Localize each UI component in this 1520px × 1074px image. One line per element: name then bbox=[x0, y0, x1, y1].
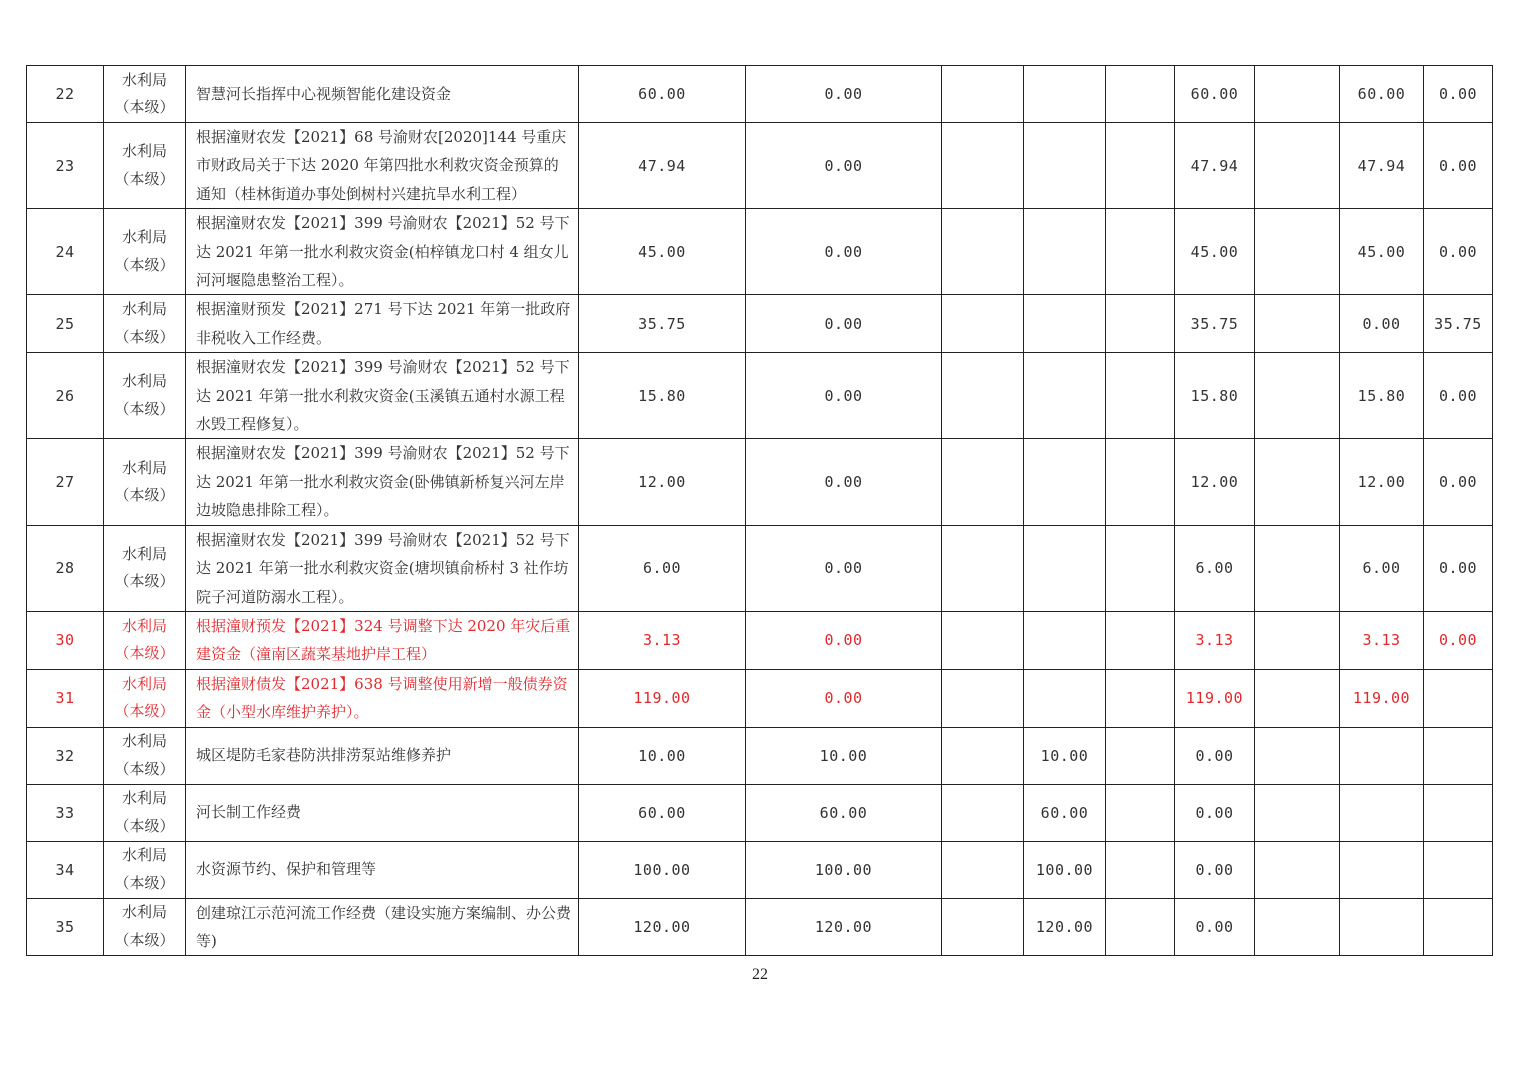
department-name: 水利局 bbox=[121, 228, 167, 247]
department-level: （本级） bbox=[114, 399, 175, 418]
amount-cell: 10.00 bbox=[746, 727, 942, 784]
amount-cell: 45.00 bbox=[1175, 209, 1255, 295]
department-cell bbox=[104, 727, 186, 784]
amount-cell bbox=[1424, 669, 1493, 727]
department-level: （本级） bbox=[114, 169, 175, 188]
department-cell bbox=[104, 439, 186, 525]
amount-cell: 6.00 bbox=[1175, 525, 1255, 611]
department-name: 水利局 bbox=[121, 372, 167, 391]
table-row bbox=[27, 841, 1493, 898]
amount-cell bbox=[1424, 727, 1493, 784]
amount-cell bbox=[942, 784, 1024, 841]
amount-cell: 100.00 bbox=[1024, 841, 1106, 898]
table-row bbox=[27, 123, 1493, 209]
amount-cell: 15.80 bbox=[1175, 353, 1255, 439]
department-level: （本级） bbox=[114, 702, 175, 721]
description-cell: 根据潼财农发【2021】399 号渝财农【2021】52 号下达 2021 年第一批水利救灾资金(柏梓镇龙口村 4 组女儿河河堰隐患整治工程）。 bbox=[186, 209, 579, 295]
description-cell: 根据潼财债发【2021】638 号调整使用新增一般债券资金（小型水库维护养护）。 bbox=[186, 669, 579, 727]
amount-cell bbox=[942, 611, 1024, 669]
amount-cell bbox=[1340, 784, 1424, 841]
amount-cell bbox=[1340, 727, 1424, 784]
amount-cell bbox=[1024, 295, 1106, 353]
amount-cell: 35.75 bbox=[1424, 295, 1493, 353]
amount-cell bbox=[1424, 898, 1493, 956]
amount-cell: 3.13 bbox=[579, 611, 746, 669]
amount-cell: 35.75 bbox=[579, 295, 746, 353]
amount-cell: 12.00 bbox=[579, 439, 746, 525]
amount-cell: 0.00 bbox=[746, 525, 942, 611]
amount-cell: 60.00 bbox=[1340, 66, 1424, 123]
amount-cell: 0.00 bbox=[1424, 611, 1493, 669]
description-cell: 根据潼财预发【2021】324 号调整下达 2020 年灾后重建资金（潼南区蔬菜基地护岸工程） bbox=[186, 611, 579, 669]
description-cell: 水资源节约、保护和管理等 bbox=[186, 841, 579, 898]
amount-cell: 0.00 bbox=[746, 295, 942, 353]
department-cell bbox=[104, 784, 186, 841]
amount-cell: 100.00 bbox=[746, 841, 942, 898]
department-name: 水利局 bbox=[121, 846, 167, 865]
row-number-cell: 34 bbox=[27, 841, 104, 898]
amount-cell: 6.00 bbox=[1340, 525, 1424, 611]
amount-cell: 0.00 bbox=[746, 353, 942, 439]
amount-cell: 0.00 bbox=[746, 439, 942, 525]
amount-cell: 119.00 bbox=[1340, 669, 1424, 727]
amount-cell bbox=[1024, 66, 1106, 123]
amount-cell: 45.00 bbox=[1340, 209, 1424, 295]
department-cell bbox=[104, 525, 186, 611]
description-cell: 创建琼江示范河流工作经费（建设实施方案编制、办公费等) bbox=[186, 898, 579, 956]
description-cell: 城区堤防毛家巷防洪排涝泵站维修养护 bbox=[186, 727, 579, 784]
department-cell bbox=[104, 66, 186, 123]
amount-cell: 0.00 bbox=[1424, 66, 1493, 123]
amount-cell bbox=[1106, 353, 1175, 439]
amount-cell: 60.00 bbox=[1024, 784, 1106, 841]
description-cell: 根据潼财农发【2021】399 号渝财农【2021】52 号下达 2021 年第一批水利救灾资金(玉溪镇五通村水源工程水毁工程修复）。 bbox=[186, 353, 579, 439]
table-row bbox=[27, 295, 1493, 353]
amount-cell: 60.00 bbox=[579, 66, 746, 123]
amount-cell: 120.00 bbox=[746, 898, 942, 956]
amount-cell: 47.94 bbox=[579, 123, 746, 209]
table-row bbox=[27, 669, 1493, 727]
amount-cell bbox=[942, 295, 1024, 353]
amount-cell: 0.00 bbox=[1175, 841, 1255, 898]
department-name: 水利局 bbox=[121, 674, 167, 693]
description-cell: 河长制工作经费 bbox=[186, 784, 579, 841]
amount-cell bbox=[1255, 611, 1340, 669]
amount-cell: 12.00 bbox=[1340, 439, 1424, 525]
amount-cell bbox=[1024, 669, 1106, 727]
amount-cell bbox=[1255, 66, 1340, 123]
amount-cell: 0.00 bbox=[1340, 295, 1424, 353]
amount-cell bbox=[1106, 898, 1175, 956]
amount-cell: 119.00 bbox=[1175, 669, 1255, 727]
department-name: 水利局 bbox=[121, 616, 167, 635]
department-name: 水利局 bbox=[121, 458, 167, 477]
amount-cell bbox=[1106, 439, 1175, 525]
amount-cell: 35.75 bbox=[1175, 295, 1255, 353]
department-name: 水利局 bbox=[121, 300, 167, 319]
amount-cell bbox=[1255, 898, 1340, 956]
amount-cell: 47.94 bbox=[1175, 123, 1255, 209]
amount-cell bbox=[1106, 669, 1175, 727]
amount-cell bbox=[1024, 353, 1106, 439]
amount-cell: 0.00 bbox=[1424, 525, 1493, 611]
amount-cell bbox=[1024, 123, 1106, 209]
amount-cell: 3.13 bbox=[1175, 611, 1255, 669]
amount-cell bbox=[942, 353, 1024, 439]
amount-cell: 0.00 bbox=[746, 123, 942, 209]
amount-cell bbox=[1255, 295, 1340, 353]
row-number-cell: 23 bbox=[27, 123, 104, 209]
amount-cell: 60.00 bbox=[1175, 66, 1255, 123]
department-name: 水利局 bbox=[121, 732, 167, 751]
table-row bbox=[27, 611, 1493, 669]
amount-cell bbox=[1255, 784, 1340, 841]
amount-cell: 0.00 bbox=[746, 209, 942, 295]
department-name: 水利局 bbox=[121, 903, 167, 922]
department-cell bbox=[104, 295, 186, 353]
amount-cell: 45.00 bbox=[579, 209, 746, 295]
description-cell: 智慧河长指挥中心视频智能化建设资金 bbox=[186, 66, 579, 123]
department-level: （本级） bbox=[114, 873, 175, 892]
department-name: 水利局 bbox=[121, 70, 167, 89]
table-row bbox=[27, 209, 1493, 295]
amount-cell: 120.00 bbox=[1024, 898, 1106, 956]
department-level: （本级） bbox=[114, 644, 175, 663]
amount-cell bbox=[1255, 727, 1340, 784]
row-number-cell: 31 bbox=[27, 669, 104, 727]
amount-cell bbox=[1255, 669, 1340, 727]
department-cell bbox=[104, 353, 186, 439]
amount-cell bbox=[1024, 525, 1106, 611]
amount-cell bbox=[942, 525, 1024, 611]
amount-cell: 0.00 bbox=[746, 66, 942, 123]
table-row bbox=[27, 525, 1493, 611]
amount-cell bbox=[1424, 841, 1493, 898]
budget-table bbox=[26, 65, 1493, 956]
department-level: （本级） bbox=[114, 327, 175, 346]
amount-cell: 100.00 bbox=[579, 841, 746, 898]
department-cell bbox=[104, 841, 186, 898]
department-level: （本级） bbox=[114, 255, 175, 274]
amount-cell: 0.00 bbox=[1175, 898, 1255, 956]
amount-cell: 0.00 bbox=[1424, 353, 1493, 439]
amount-cell bbox=[1024, 209, 1106, 295]
row-number-cell: 22 bbox=[27, 66, 104, 123]
amount-cell bbox=[1340, 841, 1424, 898]
department-level: （本级） bbox=[114, 98, 175, 116]
table-row bbox=[27, 439, 1493, 525]
amount-cell: 60.00 bbox=[746, 784, 942, 841]
department-level: （本级） bbox=[114, 759, 175, 778]
amount-cell: 0.00 bbox=[746, 611, 942, 669]
amount-cell: 120.00 bbox=[579, 898, 746, 956]
table-row bbox=[27, 353, 1493, 439]
table-row bbox=[27, 727, 1493, 784]
amount-cell bbox=[1255, 841, 1340, 898]
amount-cell bbox=[1106, 66, 1175, 123]
department-name: 水利局 bbox=[121, 142, 167, 161]
amount-cell: 12.00 bbox=[1175, 439, 1255, 525]
department-cell bbox=[104, 898, 186, 956]
amount-cell: 0.00 bbox=[1175, 784, 1255, 841]
amount-cell bbox=[942, 841, 1024, 898]
table-row bbox=[27, 784, 1493, 841]
amount-cell: 10.00 bbox=[1024, 727, 1106, 784]
amount-cell bbox=[1106, 525, 1175, 611]
amount-cell bbox=[1106, 123, 1175, 209]
amount-cell bbox=[1340, 898, 1424, 956]
amount-cell bbox=[942, 209, 1024, 295]
amount-cell bbox=[942, 123, 1024, 209]
row-number-cell: 25 bbox=[27, 295, 104, 353]
amount-cell: 0.00 bbox=[1424, 123, 1493, 209]
department-cell bbox=[104, 611, 186, 669]
amount-cell: 47.94 bbox=[1340, 123, 1424, 209]
department-cell bbox=[104, 123, 186, 209]
amount-cell bbox=[1255, 525, 1340, 611]
amount-cell bbox=[1024, 611, 1106, 669]
amount-cell bbox=[1106, 841, 1175, 898]
department-level: （本级） bbox=[114, 572, 175, 591]
amount-cell bbox=[1255, 123, 1340, 209]
amount-cell: 3.13 bbox=[1340, 611, 1424, 669]
page-number: 22 bbox=[752, 966, 768, 983]
amount-cell bbox=[942, 669, 1024, 727]
amount-cell bbox=[1255, 353, 1340, 439]
amount-cell bbox=[1106, 295, 1175, 353]
table-row bbox=[27, 66, 1493, 123]
amount-cell: 10.00 bbox=[579, 727, 746, 784]
row-number-cell: 24 bbox=[27, 209, 104, 295]
row-number-cell: 26 bbox=[27, 353, 104, 439]
amount-cell bbox=[1255, 439, 1340, 525]
amount-cell bbox=[1106, 209, 1175, 295]
department-level: （本级） bbox=[114, 930, 175, 949]
department-cell bbox=[104, 209, 186, 295]
amount-cell: 15.80 bbox=[579, 353, 746, 439]
amount-cell: 60.00 bbox=[579, 784, 746, 841]
department-name: 水利局 bbox=[121, 789, 167, 808]
amount-cell: 0.00 bbox=[746, 669, 942, 727]
amount-cell bbox=[1255, 209, 1340, 295]
amount-cell bbox=[1106, 611, 1175, 669]
amount-cell: 0.00 bbox=[1175, 727, 1255, 784]
row-number-cell: 27 bbox=[27, 439, 104, 525]
row-number-cell: 35 bbox=[27, 898, 104, 956]
amount-cell bbox=[1424, 784, 1493, 841]
amount-cell bbox=[1106, 727, 1175, 784]
amount-cell: 0.00 bbox=[1424, 209, 1493, 295]
amount-cell: 6.00 bbox=[579, 525, 746, 611]
row-number-cell: 33 bbox=[27, 784, 104, 841]
department-cell bbox=[104, 669, 186, 727]
amount-cell bbox=[942, 439, 1024, 525]
description-cell: 根据潼财预发【2021】271 号下达 2021 年第一批政府非税收入工作经费。 bbox=[186, 295, 579, 353]
department-name: 水利局 bbox=[121, 544, 167, 563]
description-cell: 根据潼财农发【2021】399 号渝财农【2021】52 号下达 2021 年第一批水利救灾资金(卧佛镇新桥复兴河左岸边坡隐患排除工程）。 bbox=[186, 439, 579, 525]
amount-cell: 0.00 bbox=[1424, 439, 1493, 525]
department-level: （本级） bbox=[114, 816, 175, 835]
amount-cell: 15.80 bbox=[1340, 353, 1424, 439]
table-row bbox=[27, 898, 1493, 956]
amount-cell bbox=[942, 727, 1024, 784]
description-cell: 根据潼财农发【2021】68 号渝财农[2020]144 号重庆市财政局关于下达 2020 年第四批水利救灾资金预算的通知（桂林街道办事处倒树村兴建抗旱水利工程） bbox=[186, 123, 579, 209]
row-number-cell: 28 bbox=[27, 525, 104, 611]
description-cell: 根据潼财农发【2021】399 号渝财农【2021】52 号下达 2021 年第一批水利救灾资金(塘坝镇俞桥村 3 社作坊院子河道防溺水工程）。 bbox=[186, 525, 579, 611]
amount-cell bbox=[942, 898, 1024, 956]
amount-cell bbox=[1106, 784, 1175, 841]
amount-cell bbox=[942, 66, 1024, 123]
amount-cell bbox=[1024, 439, 1106, 525]
row-number-cell: 32 bbox=[27, 727, 104, 784]
row-number-cell: 30 bbox=[27, 611, 104, 669]
department-level: （本级） bbox=[114, 486, 175, 505]
amount-cell: 119.00 bbox=[579, 669, 746, 727]
